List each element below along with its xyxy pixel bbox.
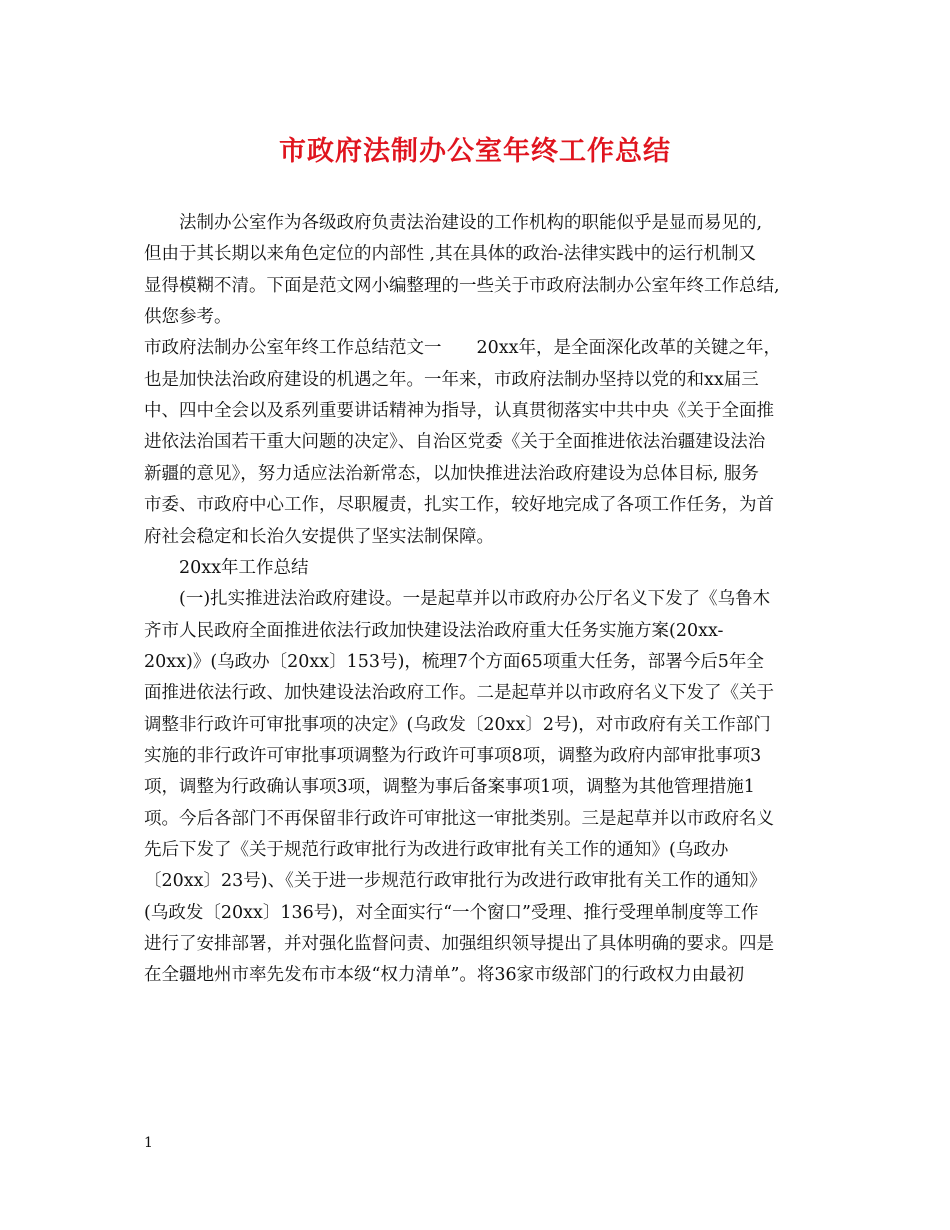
body-text-line: 齐市人民政府全面推进依法行政加快建设法治政府重大任务实施方案(20xx- (144, 620, 724, 641)
body-text-line: 面推进依法行政、加快建设法治政府工作。二是起草并以市政府名义下发了《关于 (144, 683, 774, 704)
body-text-line: 实施的非行政许可审批事项调整为行政许可事项8项，调整为政府内部审批事项3 (144, 745, 762, 766)
body-text-line: (乌政发〔20xx〕136号)，对全面实行“一个窗口”受理、推行受理单制度等工作 (144, 902, 759, 923)
body-text-line: 新疆的意见》，努力适应法治新常态，以加快推进法治政府建设为总体目标, 服务 (144, 463, 759, 484)
body-text-line: 进依法治国若干重大问题的决定》、自治区党委《关于全面推进依法治疆建设法治 (144, 432, 766, 453)
body-text-line: 市政府法制办公室年终工作总结范文一 20xx年，是全面深化改革的关键之年， (144, 338, 782, 359)
body-text-line: 市委、市政府中心工作，尽职履责，扎实工作，较好地完成了各项工作任务，为首 (144, 495, 774, 516)
body-text-line: 显得模糊不清。下面是范文网小编整理的一些关于市政府法制办公室年终工作总结, (144, 275, 780, 296)
body-text-line: 调整非行政许可审批事项的决定》(乌政发〔20xx〕2号)，对市政府有关工作部门 (144, 714, 771, 735)
body-text-line: 供您参考。 (144, 307, 232, 328)
body-text-line: 先后下发了《关于规范行政审批行为改进行政审批有关工作的通知》(乌政办 (144, 840, 729, 860)
body-text-line: 但由于其长期以来角色定位的内部性 ,其在具体的政治-法律实践中的运行机制又 (144, 244, 757, 265)
body-text-line: 项，调整为行政确认事项3项，调整为事后备案事项1项，调整为其他管理措施1 (144, 777, 755, 798)
page-number: 1 (144, 1135, 153, 1151)
body-text-line: (一)扎实推进法治政府建设。一是起草并以市政府办公厅名义下发了《乌鲁木 (144, 589, 771, 610)
document-title: 市政府法制办公室年终工作总结 (279, 136, 671, 167)
body-text-line: 20xx年工作总结 (144, 557, 309, 578)
body-text-line: 也是加快法治政府建设的机遇之年。一年来，市政府法制办坚持以党的和xx届三 (144, 369, 759, 390)
body-text-line: 〔20xx〕23号)、《关于进一步规范行政审批行为改进行政审批有关工作的通知》 (144, 871, 767, 892)
body-text-line: 府社会稳定和长治久安提供了坚实法制保障。 (144, 526, 494, 547)
body-text-line: 20xx)》(乌政办〔20xx〕153号)，梳理7个方面65项重大任务，部署今后5年全 (144, 651, 764, 672)
body-text-line: 项。今后各部门不再保留非行政许可审批这一审批类别。三是起草并以市政府名义 (144, 808, 774, 829)
body-text-line: 法制办公室作为各级政府负责法治建设的工作机构的职能似乎是显而易见的, (144, 213, 763, 233)
body-text-line: 中、四中全会以及系列重要讲话精神为指导，认真贯彻落实中共中央《关于全面推 (144, 401, 774, 422)
body-text-line: 在全疆地州市率先发布市本级“权力清单”。将36家市级部门的行政权力由最初 (144, 965, 745, 986)
body-text-line: 进行了安排部署，并对强化监督问责、加强组织领导提出了具体明确的要求。四是 (144, 934, 774, 955)
